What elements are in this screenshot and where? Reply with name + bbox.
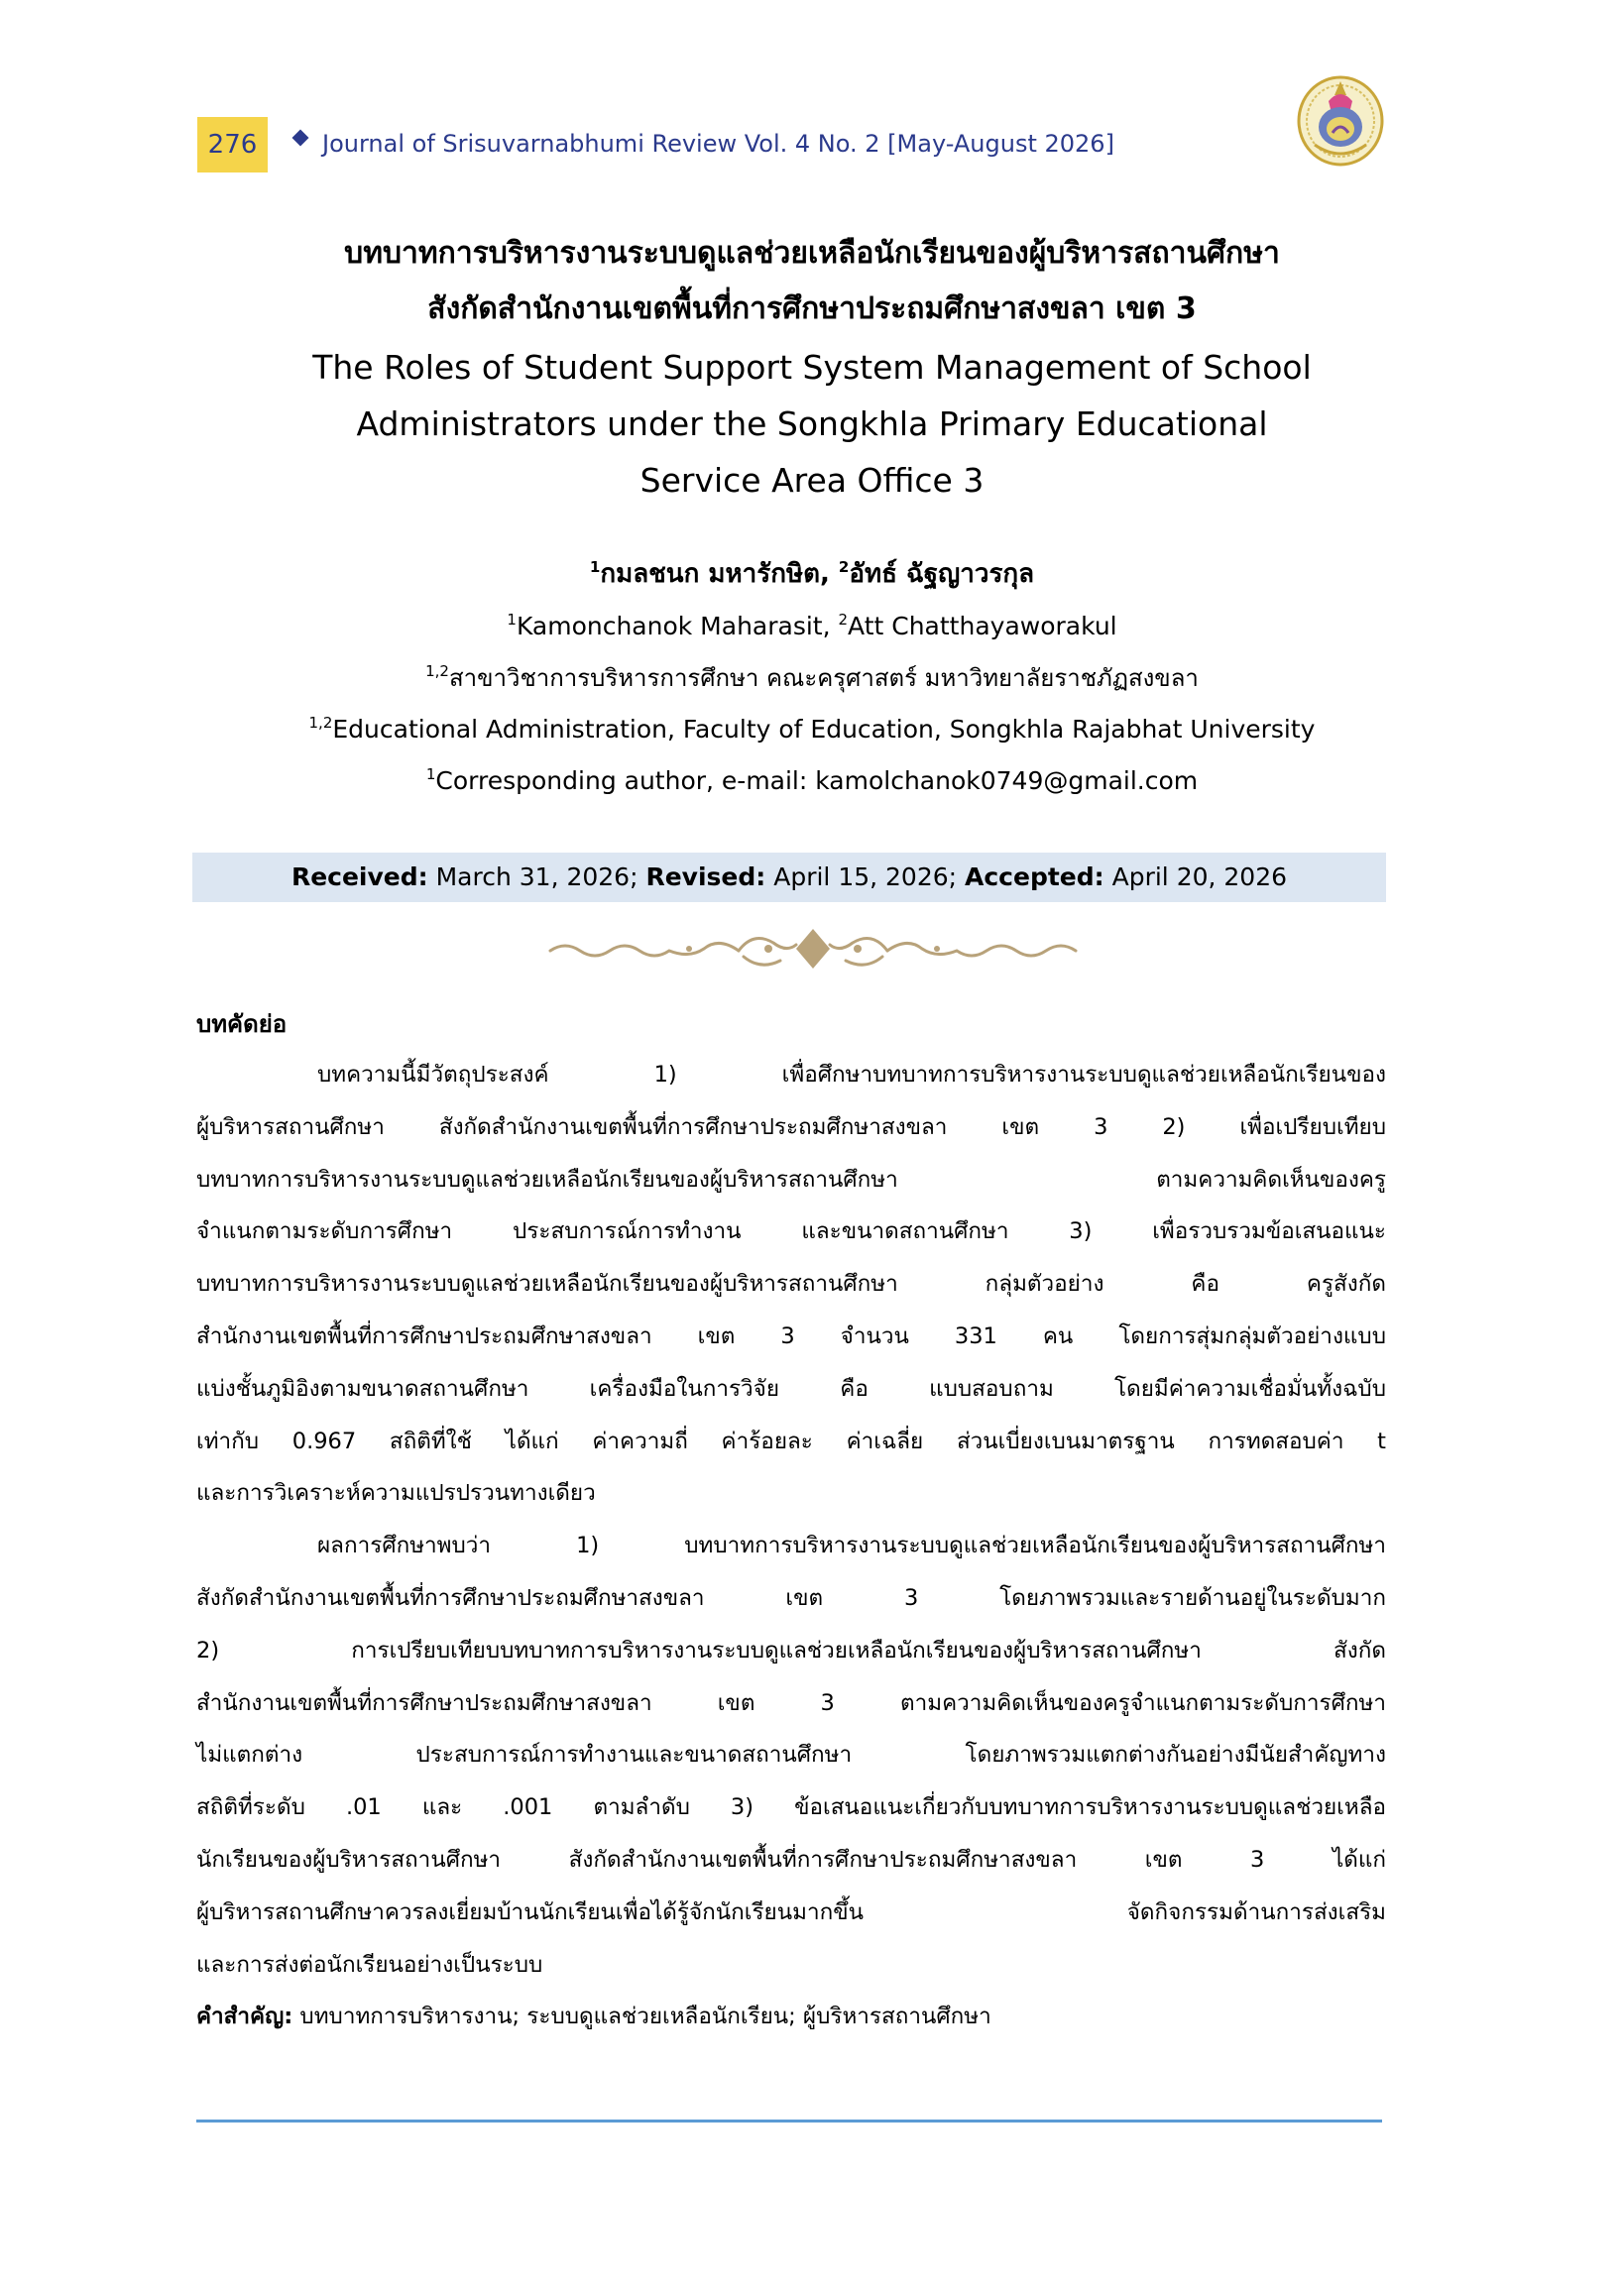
abstract-line: สถิติที่ระดับ .01 และ .001 ตามลำดับ 3) ข้อเสนอแนะเกี่ยวกับบทบาทการบริหารงานระบบดูแลช่วยเหลือ — [196, 1794, 1386, 1821]
accepted-date: April 20, 2026 — [1103, 862, 1288, 891]
title-english-line: The Roles of Student Support System Management of School — [312, 348, 1312, 387]
abstract-line: 2) การเปรียบเทียบบทบาทการบริหารงานระบบดูแลช่วยเหลือนักเรียนของผู้บริหารสถานศึกษา สังกัด — [196, 1637, 1386, 1664]
author-superscript: 1 — [589, 558, 601, 576]
page-number: 276 — [197, 117, 268, 172]
abstract-line: สำนักงานเขตพื้นที่การศึกษาประถมศึกษาสงขลา เขต 3 จำนวน 331 คน โดยการสุ่มกลุ่มตัวอย่างแบบ — [196, 1322, 1386, 1349]
abstract-line: และการส่งต่อนักเรียนอย่างเป็นระบบ — [196, 1951, 543, 1978]
author-name-english: Kamonchanok Maharasit, — [516, 612, 839, 640]
university-seal-icon — [1295, 71, 1386, 167]
abstract-line: ผู้บริหารสถานศึกษา สังกัดสำนักงานเขตพื้นที่การศึกษาประถมศึกษาสงขลา เขต 3 2) เพื่อเปรียบเทียบ — [196, 1113, 1386, 1140]
author-superscript: 2 — [838, 558, 850, 576]
author-details — [188, 601, 1436, 807]
abstract-line: ไม่แตกต่าง ประสบการณ์การทำงานและขนาดสถานศึกษา โดยภาพรวมแตกต่างกันอย่างมีนัยสำคัญทาง — [196, 1742, 1386, 1769]
authors-english — [188, 601, 1436, 652]
keywords-text: บทบาทการบริหารงาน; ระบบดูแลช่วยเหลือนักเรียน; ผู้บริหารสถานศึกษา — [292, 2004, 991, 2030]
revised-label: Revised: — [645, 862, 766, 891]
journal-running-head: Journal of Srisuvarnabhumi Review Vol. 4 No. 2 [May-August 2026] — [322, 130, 1114, 158]
received-label: Received: — [290, 862, 428, 891]
title-english-line: Administrators under the Songkhla Primary Educational — [356, 404, 1268, 443]
author-superscript: 2 — [838, 611, 849, 629]
abstract-line: บทบาทการบริหารงานระบบดูแลช่วยเหลือนักเรียนของผู้บริหารสถานศึกษา กลุ่มตัวอย่าง คือ ครูสังกัด — [196, 1271, 1386, 1298]
accepted-label: Accepted: — [965, 862, 1104, 891]
affiliation-english-text: Educational Administration, Faculty of Education, Songkhla Rajabhat University — [332, 715, 1316, 744]
author-name-thai: กมลชนก มหารักษิต, — [600, 559, 839, 589]
abstract-body — [196, 1049, 1386, 2043]
abstract-line: เท่ากับ 0.967 สถิติที่ใช้ ได้แก่ ค่าความถี่ ค่าร้อยละ ค่าเฉลี่ย ส่วนเบี่ยงเบนมาตรฐาน การทดสอบค่า t — [196, 1428, 1386, 1454]
keywords — [196, 1991, 1386, 2043]
author-name-english: Att Chatthayaworakul — [848, 612, 1117, 640]
abstract-line: ผลการศึกษาพบว่า 1) บทบาทการบริหารงานระบบดูแลช่วยเหลือนักเรียนของผู้บริหารสถานศึกษา — [317, 1533, 1386, 1559]
abstract-line: บทบาทการบริหารงานระบบดูแลช่วยเหลือนักเรียนของผู้บริหารสถานศึกษา ตามความคิดเห็นของครู — [196, 1166, 1386, 1193]
author-superscript: 1 — [507, 611, 517, 629]
abstract-line: ผู้บริหารสถานศึกษาควรลงเยี่ยมบ้านนักเรียนเพื่อได้รู้จักนักเรียนมากขึ้น จัดกิจกรรมด้านการส่งเสริม — [196, 1898, 1386, 1925]
decorative-scroll-divider-icon — [540, 921, 1086, 976]
affiliation-english — [188, 704, 1436, 755]
corresponding-author — [188, 755, 1436, 807]
title-thai-line: สังกัดสำนักงานเขตพื้นที่การศึกษาประถมศึกษาสงขลา เขต 3 — [427, 291, 1197, 326]
title-thai — [188, 226, 1436, 337]
corresponding-superscript: 1 — [425, 765, 436, 783]
abstract-line: สังกัดสำนักงานเขตพื้นที่การศึกษาประถมศึกษาสงขลา เขต 3 โดยภาพรวมและรายด้านอยู่ในระดับมาก — [196, 1584, 1386, 1611]
author-name-thai: อัทธ์ ฉัฐญาวรกุล — [849, 559, 1035, 589]
affiliation-thai — [188, 652, 1436, 704]
affiliation-superscript: 1,2 — [425, 662, 449, 680]
footer-divider — [196, 2120, 1382, 2123]
abstract-line: จำแนกตามระดับการศึกษา ประสบการณ์การทำงาน และขนาดสถานศึกษา 3) เพื่อรวบรวมข้อเสนอแนะ — [196, 1218, 1386, 1245]
title-thai-line: บทบาทการบริหารงานระบบดูแลช่วยเหลือนักเรียนของผู้บริหารสถานศึกษา — [344, 236, 1280, 271]
abstract-line: และการวิเคราะห์ความแปรปรวนทางเดียว — [196, 1480, 596, 1507]
abstract-heading: บทคัดย่อ — [196, 1010, 288, 1038]
title-english-line: Service Area Office 3 — [639, 461, 985, 500]
abstract-line: สำนักงานเขตพื้นที่การศึกษาประถมศึกษาสงขลา เขต 3 ตามความคิดเห็นของครูจำแนกตามระดับการศึกษา — [196, 1689, 1386, 1716]
affiliation-superscript: 1,2 — [308, 714, 333, 732]
affiliation-thai-text: สาขาวิชาการบริหารการศึกษา คณะครุศาสตร์ มหาวิทยาลัยราชภัฏสงขลา — [448, 664, 1199, 692]
abstract-line: บทความนี้มีวัตถุประสงค์ 1) เพื่อศึกษาบทบาทการบริหารงานระบบดูแลช่วยเหลือนักเรียนของ — [317, 1062, 1386, 1088]
abstract-line: แบ่งชั้นภูมิอิงตามขนาดสถานศึกษา เครื่องมือในการวิจัย คือ แบบสอบถาม โดยมีค่าความเชื่อมั่นทั้งฉบับ — [196, 1375, 1386, 1402]
abstract-line: นักเรียนของผู้บริหารสถานศึกษา สังกัดสำนักงานเขตพื้นที่การศึกษาประถมศึกษาสงขลา เขต 3 ได้แก่ — [196, 1846, 1386, 1873]
keywords-label: คำสำคัญ: — [196, 2004, 293, 2030]
diamond-bullet-icon — [292, 130, 309, 147]
title-english — [188, 339, 1436, 509]
revised-date: April 15, 2026; — [765, 862, 966, 891]
corresponding-author-text: Corresponding author, e-mail: kamolchanok0749@gmail.com — [435, 766, 1199, 795]
submission-dates — [192, 853, 1386, 902]
received-date: March 31, 2026; — [427, 862, 646, 891]
authors-thai — [188, 551, 1436, 597]
